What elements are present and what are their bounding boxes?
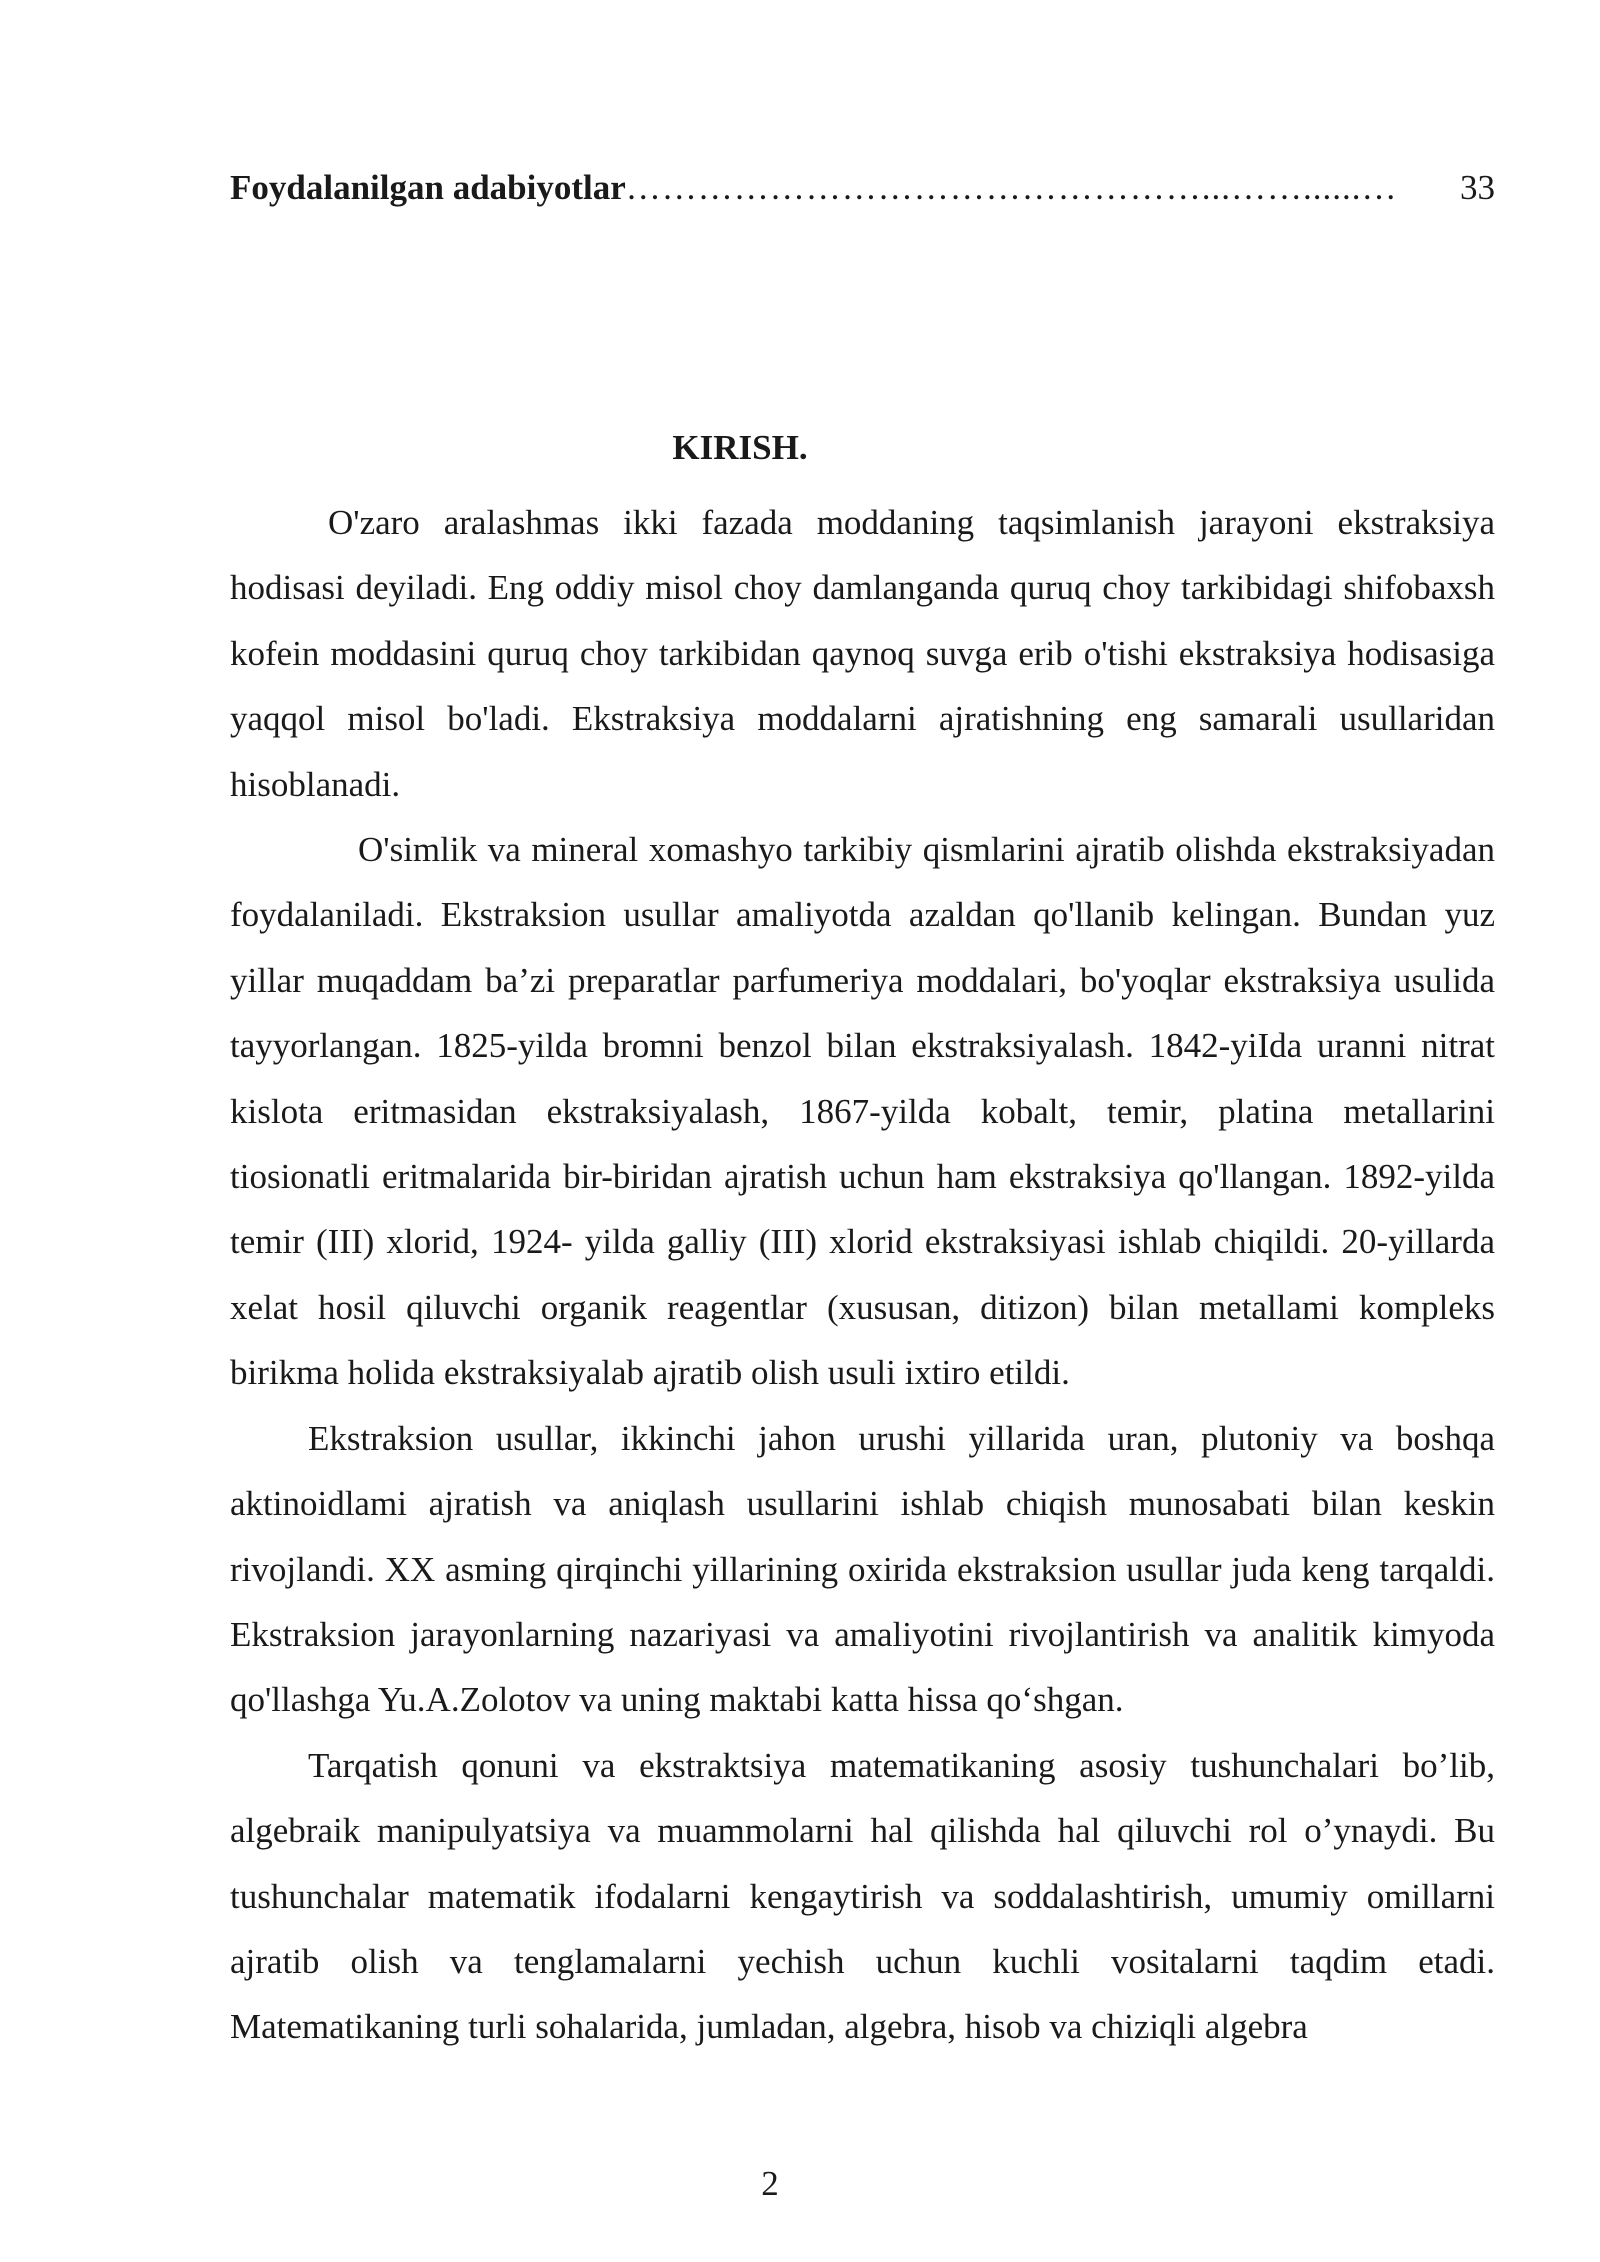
paragraph: Tarqatish qonuni va ekstraktsiya matematikaning asosiy tushunchalari bo’lib, algebraik manipulyatsiya va muammolarni hal qilishda hal qiluvchi rol o’ynaydi. Bu tushunchalar matematik ifodalarni kengaytirish va soddalashtirish, umumiy omillarni ajratib olish va tenglamalarni yechish uchun kuchli vositalarni taqdim etadi. Matematikaning turli sohalarida, jumladan, algebra, hisob va chiziqli algebra (230, 1745, 1495, 2047)
toc-entry-page-number: 33 (1460, 168, 1495, 207)
page-number: 2 (761, 2164, 779, 2203)
paragraph: O'zaro aralashmas ikki fazada moddaning taqsimlanish jarayoni ekstraksiya hodisasi deyiladi. Eng oddiy misol choy damlanganda quruq choy tarkibidagi shifobaxsh kofein moddasini quruq choy tarkibidan qaynoq suvga erib o'tishi ekstraksiya hodisasiga yaqqol misol bo'ladi. Ekstraksiya moddalarni ajratishning eng samarali usullaridan hisoblanadi. (230, 503, 1495, 804)
paragraph: Ekstraksion usullar, ikkinchi jahon urushi yillarida uran, plutoniy va boshqa aktinoidlami ajratish va aniqlash usullarini ishlab chiqish munosabati bilan keskin rivojlandi. XX asming qirqinchi yillarining oxirida ekstraksion usullar juda keng tarqaldi. Ekstraksion jarayonlarning nazariyasi va amaliyotini rivojlantirish va analitik kimyoda qo'llashga Yu.A.Zolotov va uning maktabi katta hissa qo‘shgan. (230, 1418, 1495, 1720)
toc-entry-title: Foydalanilgan adabiyotlar (230, 168, 626, 207)
paragraph: O'simlik va mineral xomashyo tarkibiy qismlarini ajratib olishda ekstraksiyadan foydalaniladi. Ekstraksion usullar amaliyotda azaldan qo'llanib kelingan. Bundan yuz yillar muqaddam ba’zi preparatlar parfumeriya moddalari, bo'yoqlar ekstraksiya usulida tayyorlangan. 1825-yilda bromni benzol bilan ekstraksiyalash. 1842-yiIda uranni nitrat kislota eritmasidan ekstraksiyalash, 1867-yilda kobalt, temir, platina metallarini tiosionatli eritmalarida bir-biridan ajratish uchun ham ekstraksiya qo'llangan. 1892-yilda temir (III) xlorid, 1924- yilda galliy (III) xlorid ekstraksiyasi ishlab chiqildi. 20-yillarda xelat hosil qiluvchi organik reagentlar (xususan, ditizon) bilan metallami kompleks birikma holida ekstraksiyalab ajratib olish usuli ixtiro etildi. (230, 830, 1495, 1393)
body-text (230, 490, 1495, 2060)
toc-entry-leader-dots: …………………………………………...……......… (625, 168, 1398, 207)
section-heading: KIRISH. (672, 428, 808, 467)
toc-entry[interactable] (230, 164, 1495, 212)
